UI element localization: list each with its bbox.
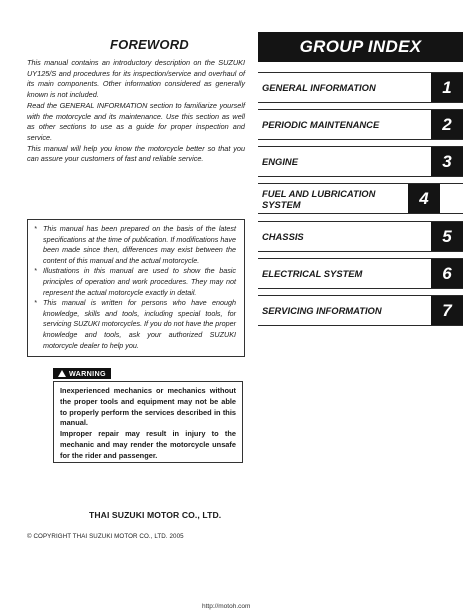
note-item	[34, 298, 236, 351]
notes-box	[27, 219, 245, 357]
warning-text: Inexperienced mechanics or mechanics without the proper tools and equipment may not be able to properly perform the services described in this manual.	[60, 386, 236, 428]
intro-paragraph: This manual will help you know the motorcycle better so that you can assure your customers of fast and reliable service.	[27, 143, 245, 164]
company-name: THAI SUZUKI MOTOR CO., LTD.	[89, 510, 222, 520]
note-marker: *	[34, 298, 37, 308]
group-item-number: 5	[431, 222, 463, 251]
group-item-label: GENERAL INFORMATION	[262, 82, 376, 93]
group-item-number: 1	[431, 73, 463, 102]
warning-label: WARNING	[69, 369, 106, 378]
warning-badge	[53, 368, 111, 379]
group-item-label: ELECTRICAL SYSTEM	[262, 268, 363, 279]
group-item-label: FUEL AND LUBRICATION SYSTEM	[262, 187, 376, 210]
group-item-chassis[interactable]	[258, 221, 463, 252]
note-text: Illustrations in this manual are used to show the basic principles of operation and work procedures. They may not represent the actual motorcycle exactly in detail.	[43, 266, 236, 297]
note-text: This manual is written for persons who have enough knowledge, skills and tools, including special tools, for servicing SUZUKI motorcycles. If you do not have the proper knowledge and tools, ask your authorized SUZUKI motorcycle dealer to help you.	[43, 298, 236, 350]
group-item-engine[interactable]	[258, 146, 463, 177]
copyright-notice: © COPYRIGHT THAI SUZUKI MOTOR CO., LTD. 2005	[27, 533, 184, 540]
foreword-title: FOREWORD	[110, 37, 189, 52]
group-item-number: 7	[431, 296, 463, 325]
intro-paragraph: This manual contains an introductory description on the SUZUKI UY125/S and procedures for its inspection/service and overhaul of its main components. Other information considered as generally known is not included.	[27, 58, 245, 100]
group-item-number: 4	[408, 184, 440, 213]
group-item-servicing-information[interactable]	[258, 295, 463, 326]
note-item	[34, 266, 236, 298]
warning-text: Improper repair may result in injury to the mechanic and may render the motorcycle unsafe for the rider and passenger.	[60, 429, 236, 460]
group-item-label: PERIODIC MAINTENANCE	[262, 119, 380, 130]
group-item-label: ENGINE	[262, 156, 298, 167]
foreword-intro	[27, 58, 245, 165]
group-item-general-information[interactable]	[258, 72, 463, 103]
group-item-label: SERVICING INFORMATION	[262, 305, 382, 316]
group-item-number: 6	[431, 259, 463, 288]
note-marker: *	[34, 224, 37, 233]
group-item-label: CHASSIS	[262, 231, 304, 242]
group-item-number: 3	[431, 147, 463, 176]
group-index-title: GROUP INDEX	[258, 32, 463, 62]
note-marker: *	[34, 266, 37, 276]
group-item-electrical-system[interactable]	[258, 258, 463, 289]
footer-url-link[interactable]: http://motoh.com	[202, 603, 251, 610]
warning-box	[53, 381, 243, 463]
warning-triangle-icon	[58, 370, 66, 377]
note-text: This manual has been prepared on the basis of the latest specifications at the time of publication. If modifications have been made since then, differences may exist between the content of this manual and the actual motorcycle.	[43, 224, 236, 265]
intro-paragraph: Read the GENERAL INFORMATION section to familiarize yourself with the motorcycle and its maintenance. Use this section as well as other sections to use as a guide for proper inspection and service.	[27, 100, 245, 142]
note-item	[34, 224, 236, 266]
notes-list	[34, 224, 236, 351]
group-item-fuel-and-lubrication-system[interactable]	[258, 183, 463, 214]
group-item-number: 2	[431, 110, 463, 139]
group-item-periodic-maintenance[interactable]	[258, 109, 463, 140]
